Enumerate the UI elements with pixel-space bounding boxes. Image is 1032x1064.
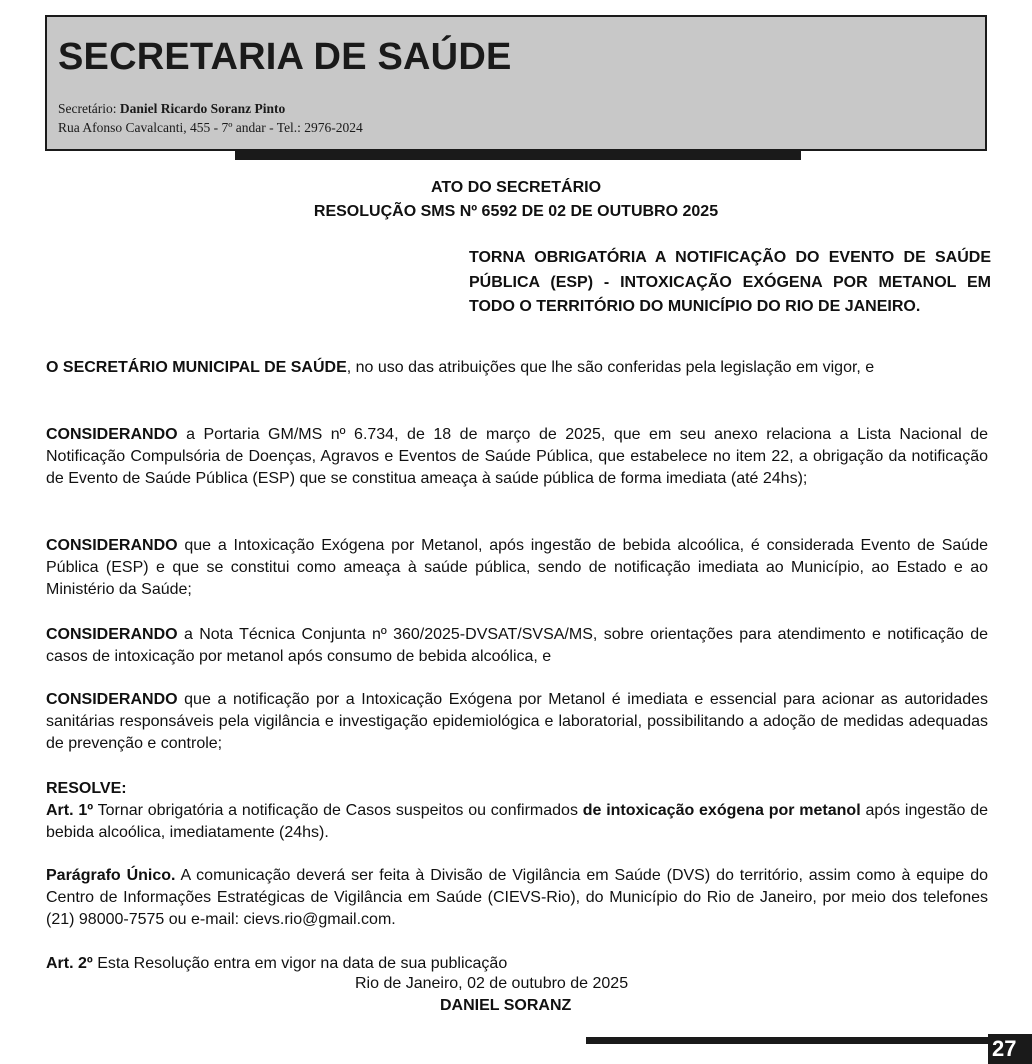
ementa: TORNA OBRIGATÓRIA A NOTIFICAÇÃO DO EVENTO DE SAÚDE PÚBLICA (ESP) - INTOXICAÇÃO EXÓGENA POR METANOL EM TODO O TERRITÓRIO DO MUNICÍPIO DO RIO DE JANEIRO. [469, 249, 991, 315]
act-title: ATO DO SECRETÁRIO [430, 179, 602, 196]
resolution-title: RESOLUÇÃO SMS Nº 6592 DE 02 DE OUTUBRO 2025 [313, 203, 719, 220]
page-number: 27 [988, 1034, 1032, 1064]
article-1 [46, 800, 988, 844]
paragrafo-unico-text: A comunicação deverá ser feita à Divisão de Vigilância em Saúde (DVS) do território, assim como à equipe do Centro de Informações Estratégicas de Vigilância em Saúde (CIEVS-Rio), do Município do Rio de Janeiro, por meio dos telefones (21) 98000-7575 ou e-mail: cievs.rio@gmail.com. [46, 867, 989, 928]
article-1-text-b: após ingestão de bebida alcoólica, imediatamente (24hs). [46, 802, 989, 841]
considerando-2-text: que a Intoxicação Exógena por Metanol, após ingestão de bebida alcoólica, é considerada Evento de Saúde Pública (ESP) e que se constitui como ameaça à saúde pública, sendo de notificação imediata ao Município, ao Estado e ao Ministério da Saúde; [46, 537, 988, 598]
secretary-line [58, 101, 285, 117]
considerando-1 [46, 424, 988, 490]
signature-place-date: Rio de Janeiro, 02 de outubro de 2025 [355, 975, 629, 992]
article-2 [46, 953, 988, 975]
secretary-name: Daniel Ricardo Soranz Pinto [119, 101, 286, 116]
header-box [45, 15, 987, 151]
paragrafo-unico [46, 865, 988, 931]
considerando-1-bold: CONSIDERANDO [46, 426, 178, 443]
page-title: SECRETARIA DE SAÚDE [58, 36, 512, 78]
considerando-4-text: que a notificação por a Intoxicação Exógena por Metanol é imediata e essencial para acionar as autoridades sanitárias responsáveis pela vigilância e investigação epidemiológica e laboratorial, possibilitando a adoção de medidas adequadas de prevenção e controle; [46, 691, 988, 752]
article-2-label: Art. 2º [46, 955, 93, 972]
preamble-text: , no uso das atribuições que lhe são conferidas pela legislação em vigor, e [346, 359, 875, 376]
resolve-label-text: RESOLVE: [46, 780, 127, 797]
considerando-4-bold: CONSIDERANDO [46, 691, 178, 708]
considerando-3 [46, 624, 988, 668]
preamble-paragraph [46, 357, 988, 379]
article-1-text-a: Tornar obrigatória a notificação de Casos suspeitos ou confirmados [93, 802, 583, 819]
article-2-text: Esta Resolução entra em vigor na data de sua publicação [92, 955, 508, 972]
considerando-4 [46, 689, 988, 755]
address-line: Rua Afonso Cavalcanti, 455 - 7º andar - Tel.: 2976-2024 [58, 120, 363, 135]
resolve-label [46, 778, 988, 800]
considerando-2 [46, 535, 988, 601]
preamble-bold: O SECRETÁRIO MUNICIPAL DE SAÚDE [46, 359, 347, 376]
considerando-3-text: a Nota Técnica Conjunta nº 360/2025-DVSAT/SVSA/MS, sobre orientações para atendimento e notificação de casos de intoxicação por metanol após consumo de bebida alcoólica, e [46, 626, 988, 665]
considerando-1-text: a Portaria GM/MS nº 6.734, de 18 de março de 2025, que em seu anexo relaciona a Lista Nacional de Notificação Compulsória de Doenças, Agravos e Eventos de Saúde Pública, que estabelece no item 22, a obrigação da notificação de Evento de Saúde Pública (ESP) que se constitua ameaça à saúde pública de forma imediata (até 24hs); [46, 426, 988, 487]
header-divider-bar [235, 151, 801, 160]
article-1-label: Art. 1º [46, 802, 94, 819]
secretary-label: Secretário: [58, 101, 120, 116]
considerando-2-bold: CONSIDERANDO [46, 537, 178, 554]
considerando-3-bold: CONSIDERANDO [46, 626, 178, 643]
signature-name: DANIEL SORANZ [440, 997, 572, 1014]
footer-divider-bar [586, 1037, 991, 1044]
paragrafo-unico-label: Parágrafo Único. [46, 867, 176, 884]
article-1-bold: de intoxicação exógena por metanol [582, 802, 861, 819]
